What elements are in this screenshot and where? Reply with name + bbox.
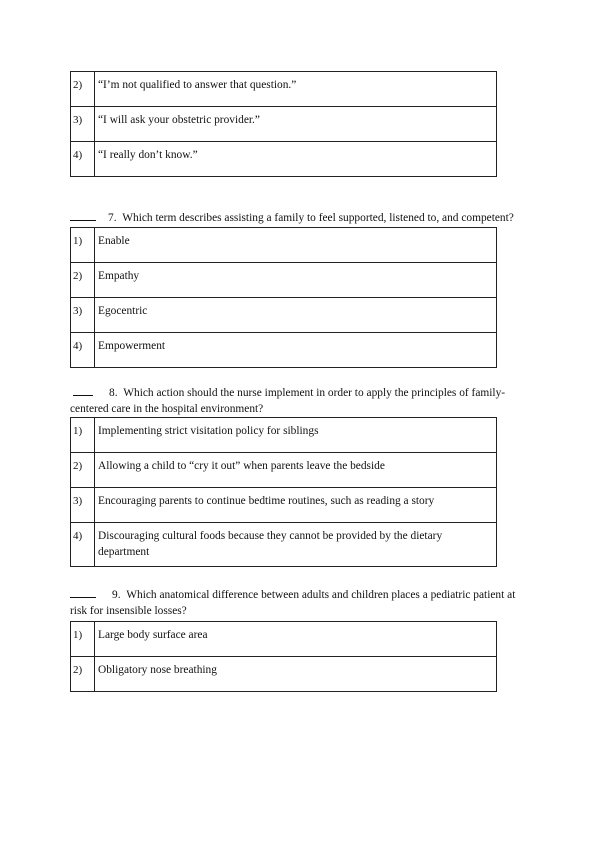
option-number: 1) xyxy=(71,228,95,263)
q6-options-table xyxy=(70,71,497,177)
question-text: Which term describes assisting a family to feel supported, listened to, and competent? xyxy=(122,212,514,224)
option-text: Empowerment xyxy=(95,333,497,368)
option-row xyxy=(71,298,497,333)
option-row xyxy=(71,72,497,107)
option-row xyxy=(71,453,497,488)
question-text: Which action should the nurse implement in order to apply the principles of family- xyxy=(123,387,506,399)
option-row xyxy=(71,488,497,523)
option-row xyxy=(71,418,497,453)
q8-options-table xyxy=(70,417,497,567)
option-number: 1) xyxy=(71,418,95,453)
option-number: 2) xyxy=(71,263,95,298)
question-line-2: risk for insensible losses? xyxy=(70,605,187,617)
option-text: Allowing a child to “cry it out” when parents leave the bedside xyxy=(95,453,497,488)
option-row xyxy=(71,263,497,298)
question-line-1 xyxy=(70,587,540,603)
option-text: Enable xyxy=(95,228,497,263)
option-number: 2) xyxy=(71,453,95,488)
question-number: 8. xyxy=(109,387,118,399)
option-text: “I’m not qualified to answer that question.” xyxy=(95,72,497,107)
option-text: Empathy xyxy=(95,263,497,298)
answer-blank xyxy=(70,210,96,221)
option-row xyxy=(71,142,497,177)
option-text: Encouraging parents to continue bedtime routines, such as reading a story xyxy=(95,488,497,523)
q7-options-table xyxy=(70,227,497,368)
option-row xyxy=(71,622,497,657)
question-9 xyxy=(70,587,540,619)
option-number: 4) xyxy=(71,333,95,368)
question-7 xyxy=(70,210,550,226)
answer-blank xyxy=(73,385,93,396)
option-text: “I really don’t know.” xyxy=(95,142,497,177)
option-number: 2) xyxy=(71,72,95,107)
question-line-2: centered care in the hospital environment? xyxy=(70,403,264,415)
question-number: 7. xyxy=(108,212,117,224)
option-row xyxy=(71,657,497,692)
q9-options-table xyxy=(70,621,497,692)
option-number: 1) xyxy=(71,622,95,657)
option-row xyxy=(71,228,497,263)
option-row xyxy=(71,523,497,567)
question-number: 9. xyxy=(112,589,121,601)
option-text: Egocentric xyxy=(95,298,497,333)
option-text: “I will ask your obstetric provider.” xyxy=(95,107,497,142)
option-number: 2) xyxy=(71,657,95,692)
question-text: Which anatomical difference between adults and children places a pediatric patient at xyxy=(126,589,516,601)
question-line-1 xyxy=(70,385,540,401)
question-8 xyxy=(70,385,540,417)
option-number: 3) xyxy=(71,298,95,333)
option-text: Obligatory nose breathing xyxy=(95,657,497,692)
option-row xyxy=(71,107,497,142)
option-number: 4) xyxy=(71,142,95,177)
option-number: 4) xyxy=(71,523,95,567)
option-text: Implementing strict visitation policy for siblings xyxy=(95,418,497,453)
answer-blank xyxy=(70,587,96,598)
option-number: 3) xyxy=(71,488,95,523)
option-row xyxy=(71,333,497,368)
option-number: 3) xyxy=(71,107,95,142)
option-text: Discouraging cultural foods because they cannot be provided by the dietary department xyxy=(95,523,497,567)
option-text: Large body surface area xyxy=(95,622,497,657)
